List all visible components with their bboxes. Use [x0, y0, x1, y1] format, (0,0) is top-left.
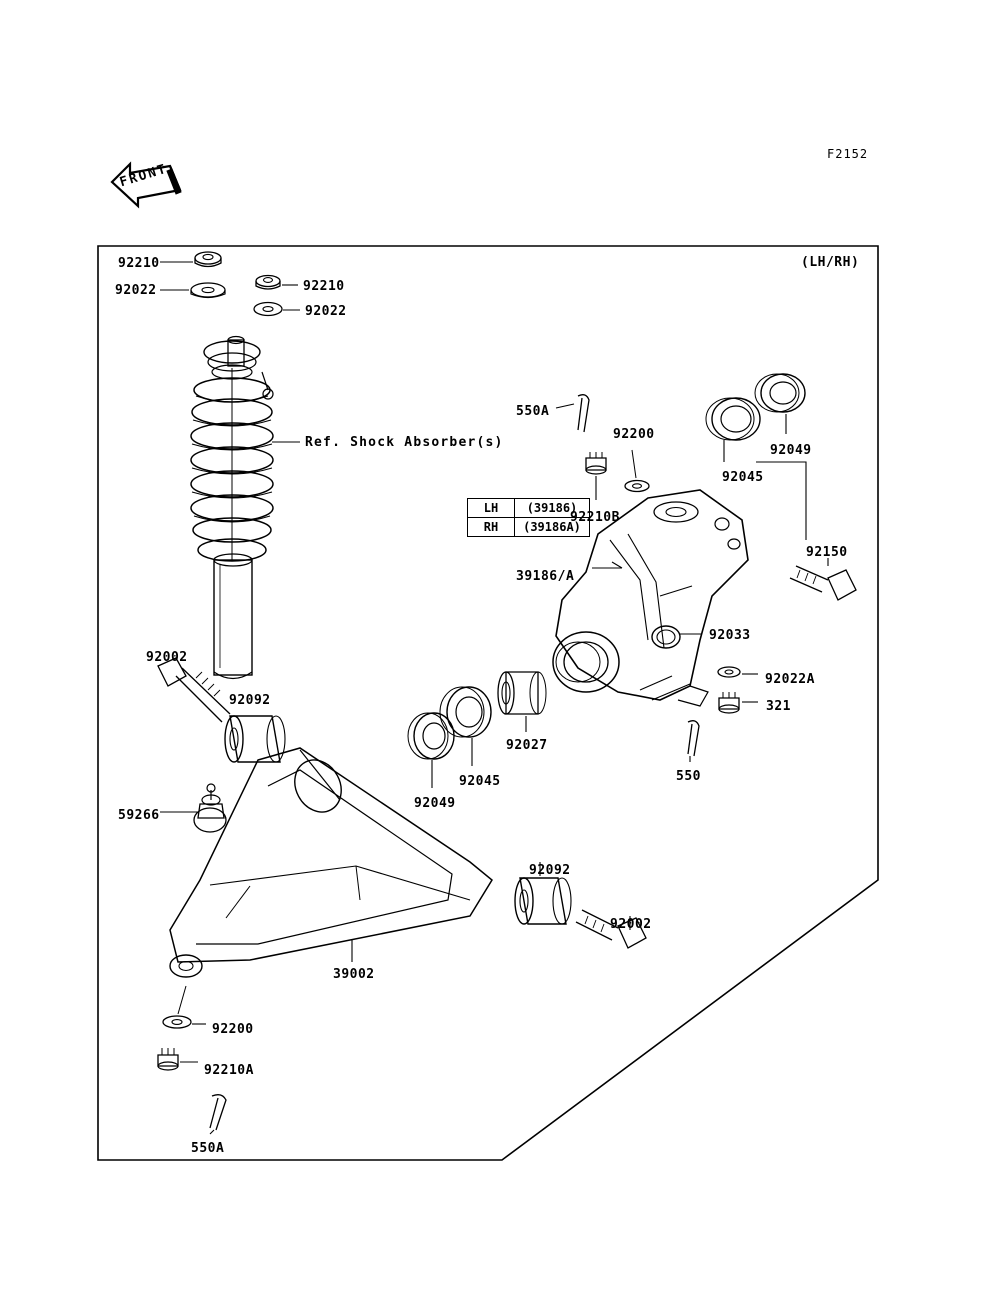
- table-cell-side: LH: [468, 499, 515, 518]
- part-callout-92002: 92002: [610, 917, 652, 932]
- table-cell-part: (39186): [515, 499, 590, 518]
- part-callout-92022: 92022: [305, 304, 347, 319]
- part-callout-92200: 92200: [212, 1022, 254, 1037]
- part-callout-321: 321: [766, 699, 791, 714]
- part-callout-92002: 92002: [146, 650, 188, 665]
- part-callout-92210a: 92210A: [204, 1063, 254, 1078]
- side-note: (LH/RH): [801, 255, 860, 270]
- part-callout-92150: 92150: [806, 545, 848, 560]
- part-callout-39002: 39002: [333, 967, 375, 982]
- part-callout-92210: 92210: [118, 256, 160, 271]
- table-cell-part: (39186A): [515, 518, 590, 537]
- part-callout-92092: 92092: [229, 693, 271, 708]
- part-callout-92049: 92049: [770, 443, 812, 458]
- shock-absorber-ref: Ref. Shock Absorber(s): [305, 435, 504, 450]
- part-callout-92033: 92033: [709, 628, 751, 643]
- part-callout-550a: 550A: [516, 404, 550, 419]
- part-callout-59266: 59266: [118, 808, 160, 823]
- part-callout-92049: 92049: [414, 796, 456, 811]
- part-callout-92022a: 92022A: [765, 672, 815, 687]
- part-callout-92045: 92045: [459, 774, 501, 789]
- part-callout-92210: 92210: [303, 279, 345, 294]
- diagram-id: F2152: [827, 147, 869, 161]
- table-cell-side: RH: [468, 518, 515, 537]
- part-callout-92200: 92200: [613, 427, 655, 442]
- part-callout-39186/a: 39186/A: [516, 569, 575, 584]
- part-callout-92022: 92022: [115, 283, 157, 298]
- front-label: FRONT: [118, 161, 170, 191]
- part-callout-550a: 550A: [191, 1141, 225, 1156]
- part-callout-92045: 92045: [722, 470, 764, 485]
- part-callout-92210b: 92210B: [570, 510, 620, 525]
- part-callout-92092: 92092: [529, 863, 571, 878]
- part-callout-550: 550: [676, 769, 701, 784]
- part-callout-92027: 92027: [506, 738, 548, 753]
